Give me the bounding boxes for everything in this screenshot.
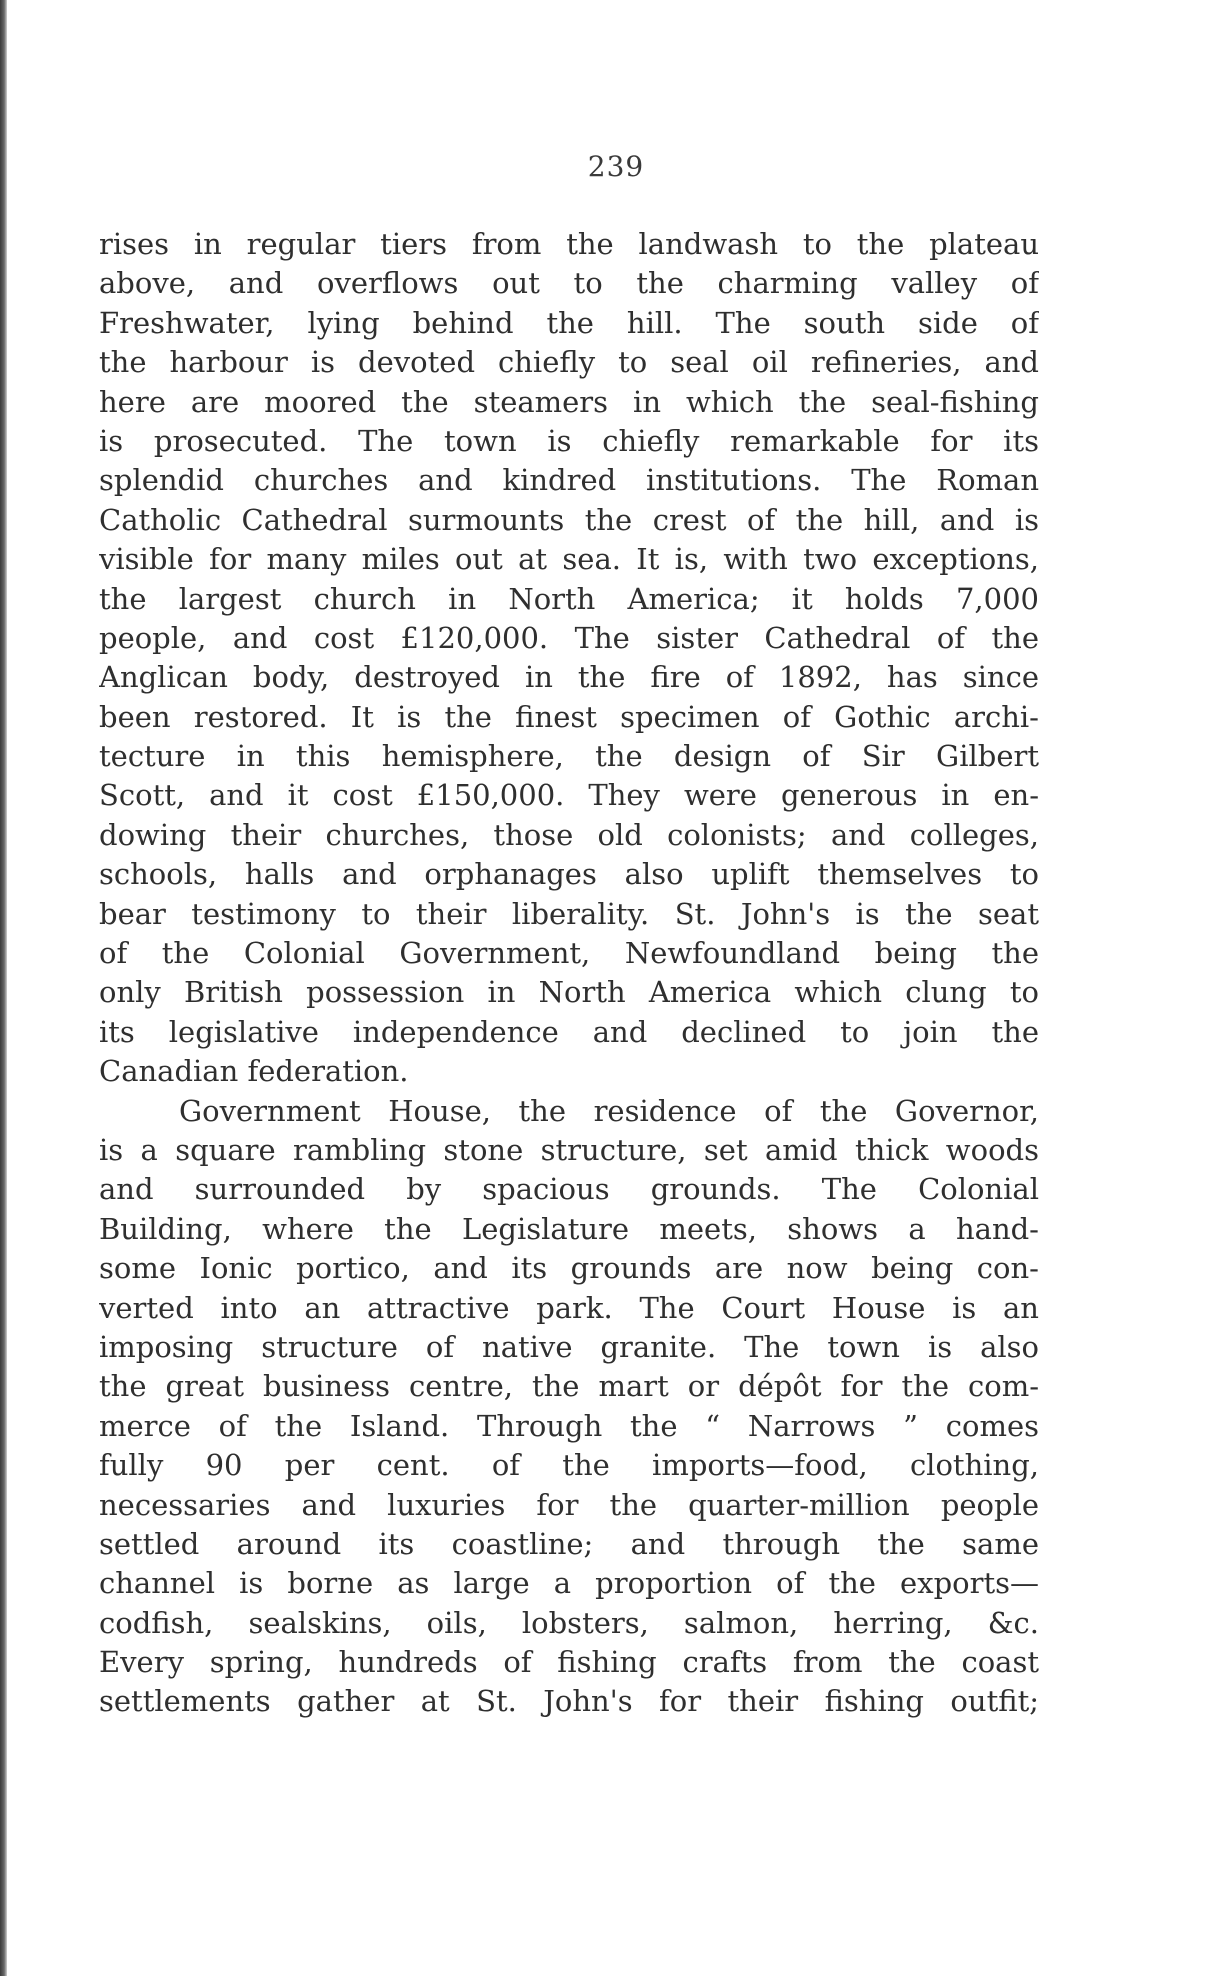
text-line: visible for many miles out at sea. It is, with two exceptions,	[99, 542, 1039, 577]
text-line: of the Colonial Government, Newfoundland being the	[99, 936, 1039, 971]
text-line: above, and overflows out to the charming valley of	[99, 266, 1039, 301]
text-line: is a square rambling stone structure, set amid thick woods	[99, 1132, 1039, 1167]
text-line: only British possession in North America which clung to	[99, 975, 1039, 1010]
text-line: some Ionic portico, and its grounds are now being con-	[99, 1251, 1039, 1286]
text-line: Freshwater, lying behind the hill. The south side of	[99, 305, 1039, 340]
text-line: settled around its coastline; and through the same	[99, 1526, 1039, 1561]
text-line: its legislative independence and declined to join the	[99, 1014, 1039, 1049]
text-line: people, and cost £120,000. The sister Cathedral of the	[99, 620, 1039, 655]
text-line: necessaries and luxuries for the quarter-million people	[99, 1487, 1039, 1522]
text-line: the great business centre, the mart or dépôt for the com-	[99, 1369, 1039, 1404]
text-line: the harbour is devoted chiefly to seal oil refineries, and	[99, 345, 1039, 380]
text-line: Government House, the residence of the Governor,	[179, 1093, 1039, 1128]
text-line: dowing their churches, those old colonists; and colleges,	[99, 817, 1039, 852]
text-line: rises in regular tiers from the landwash to the plateau	[99, 227, 1039, 261]
text-line: fully 90 per cent. of the imports—food, clothing,	[99, 1448, 1039, 1483]
text-line: settlements gather at St. John's for their fishing outfit;	[99, 1684, 1039, 1719]
text-line: is prosecuted. The town is chiefly remarkable for its	[99, 423, 1039, 458]
text-line: splendid churches and kindred institutions. The Roman	[99, 463, 1039, 498]
body-text	[99, 225, 1039, 1722]
text-line: Canadian federation.	[99, 1054, 409, 1089]
text-line: Catholic Cathedral surmounts the crest of the hill, and is	[99, 502, 1039, 537]
text-line: merce of the Island. Through the “ Narrows ” comes	[99, 1408, 1039, 1443]
text-line: tecture in this hemisphere, the design of Sir Gilbert	[99, 739, 1039, 774]
text-line: and surrounded by spacious grounds. The Colonial	[99, 1172, 1039, 1207]
text-line: channel is borne as large a proportion of the exports—	[99, 1566, 1039, 1601]
text-line: schools, halls and orphanages also uplift themselves to	[99, 857, 1039, 892]
text-line: Every spring, hundreds of fishing crafts from the coast	[99, 1645, 1039, 1680]
text-line: verted into an attractive park. The Court House is an	[99, 1290, 1039, 1325]
text-line: the largest church in North America; it holds 7,000	[99, 581, 1039, 616]
text-line: codfish, sealskins, oils, lobsters, salmon, herring, &c.	[99, 1605, 1039, 1640]
page-edge-shadow	[0, 0, 7, 1976]
text-line: Scott, and it cost £150,000. They were generous in en-	[99, 778, 1039, 813]
text-line: been restored. It is the finest specimen of Gothic archi-	[99, 699, 1039, 734]
text-line: bear testimony to their liberality. St. John's is the seat	[99, 896, 1039, 931]
text-line: here are moored the steamers in which the seal-fishing	[99, 384, 1039, 419]
text-line: Building, where the Legislature meets, shows a hand-	[99, 1211, 1039, 1246]
text-line: Anglican body, destroyed in the fire of 1892, has since	[99, 660, 1039, 695]
page-number: 239	[587, 150, 645, 183]
text-line: imposing structure of native granite. The town is also	[99, 1329, 1039, 1364]
